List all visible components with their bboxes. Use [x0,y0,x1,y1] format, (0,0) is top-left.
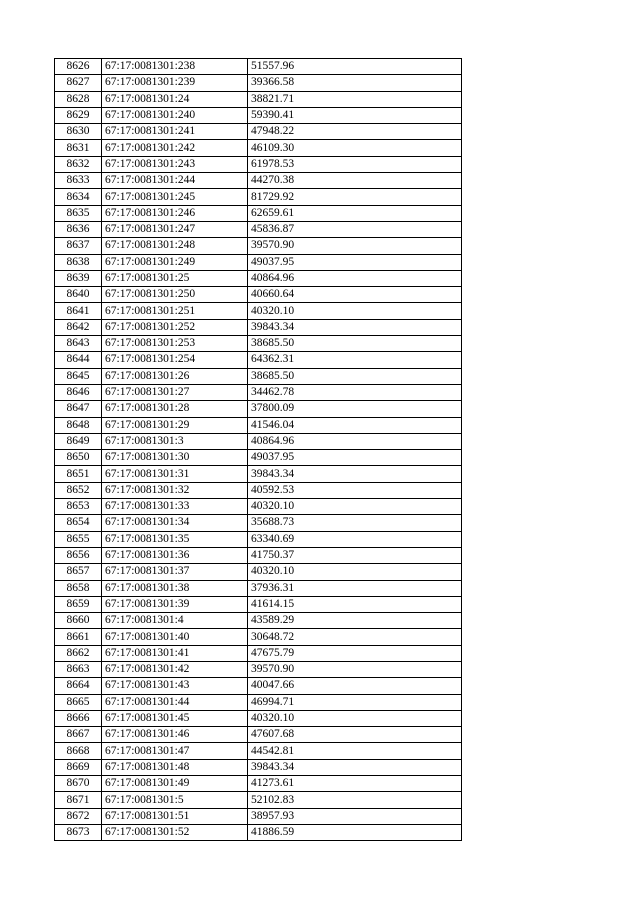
row-number-cell: 8635 [55,205,102,221]
cadastral-number-cell: 67:17:0081301:51 [102,808,248,824]
row-number-cell: 8662 [55,645,102,661]
value-cell: 40047.66 [248,678,462,694]
value-cell: 46109.30 [248,140,462,156]
row-number-cell: 8656 [55,547,102,563]
table-row [55,645,462,661]
cadastral-number-cell: 67:17:0081301:32 [102,482,248,498]
row-number-cell: 8638 [55,254,102,270]
row-number-cell: 8668 [55,743,102,759]
row-number-cell: 8671 [55,792,102,808]
table-row [55,124,462,140]
table-row [55,466,462,482]
row-number-cell: 8672 [55,808,102,824]
value-cell: 34462.78 [248,384,462,400]
cadastral-number-cell: 67:17:0081301:246 [102,205,248,221]
value-cell: 30648.72 [248,629,462,645]
row-number-cell: 8663 [55,661,102,677]
value-cell: 38957.93 [248,808,462,824]
row-number-cell: 8666 [55,710,102,726]
row-number-cell: 8626 [55,59,102,75]
value-cell: 39366.58 [248,75,462,91]
table-row [55,694,462,710]
row-number-cell: 8645 [55,368,102,384]
row-number-cell: 8652 [55,482,102,498]
table-row [55,596,462,612]
cadastral-number-cell: 67:17:0081301:247 [102,221,248,237]
row-number-cell: 8670 [55,776,102,792]
cadastral-number-cell: 67:17:0081301:48 [102,759,248,775]
table-row [55,499,462,515]
row-number-cell: 8646 [55,384,102,400]
row-number-cell: 8654 [55,515,102,531]
table-row [55,629,462,645]
value-cell: 40320.10 [248,303,462,319]
cadastral-number-cell: 67:17:0081301:27 [102,384,248,400]
cadastral-number-cell: 67:17:0081301:238 [102,59,248,75]
cadastral-number-cell: 67:17:0081301:35 [102,531,248,547]
value-cell: 47948.22 [248,124,462,140]
table-row [55,59,462,75]
value-cell: 45836.87 [248,221,462,237]
cadastral-number-cell: 67:17:0081301:244 [102,173,248,189]
value-cell: 51557.96 [248,59,462,75]
cadastral-number-cell: 67:17:0081301:46 [102,727,248,743]
row-number-cell: 8667 [55,727,102,743]
row-number-cell: 8658 [55,580,102,596]
table-row [55,515,462,531]
cadastral-number-cell: 67:17:0081301:254 [102,352,248,368]
cadastral-number-cell: 67:17:0081301:250 [102,287,248,303]
cadastral-number-cell: 67:17:0081301:252 [102,319,248,335]
row-number-cell: 8630 [55,124,102,140]
value-cell: 49037.95 [248,254,462,270]
table-row [55,808,462,824]
cadastral-number-cell: 67:17:0081301:3 [102,433,248,449]
table-row [55,417,462,433]
cadastral-number-cell: 67:17:0081301:30 [102,450,248,466]
value-cell: 41546.04 [248,417,462,433]
value-cell: 63340.69 [248,531,462,547]
cadastral-number-cell: 67:17:0081301:47 [102,743,248,759]
value-cell: 62659.61 [248,205,462,221]
cadastral-number-cell: 67:17:0081301:40 [102,629,248,645]
table-row [55,352,462,368]
row-number-cell: 8647 [55,401,102,417]
table-row [55,205,462,221]
row-number-cell: 8644 [55,352,102,368]
cadastral-number-cell: 67:17:0081301:241 [102,124,248,140]
cadastral-number-cell: 67:17:0081301:245 [102,189,248,205]
row-number-cell: 8643 [55,336,102,352]
cadastral-number-cell: 67:17:0081301:43 [102,678,248,694]
table-row [55,287,462,303]
table-row [55,776,462,792]
value-cell: 40660.64 [248,287,462,303]
value-cell: 64362.31 [248,352,462,368]
cadastral-number-cell: 67:17:0081301:243 [102,156,248,172]
cadastral-number-cell: 67:17:0081301:49 [102,776,248,792]
row-number-cell: 8659 [55,596,102,612]
table-row [55,303,462,319]
cadastral-number-cell: 67:17:0081301:34 [102,515,248,531]
value-cell: 38821.71 [248,91,462,107]
table-row [55,580,462,596]
value-cell: 46994.71 [248,694,462,710]
cadastral-number-cell: 67:17:0081301:38 [102,580,248,596]
cadastral-number-cell: 67:17:0081301:45 [102,710,248,726]
value-cell: 43589.29 [248,613,462,629]
row-number-cell: 8650 [55,450,102,466]
cadastral-number-cell: 67:17:0081301:240 [102,107,248,123]
table-row [55,189,462,205]
value-cell: 38685.50 [248,336,462,352]
value-cell: 37936.31 [248,580,462,596]
table-row [55,254,462,270]
row-number-cell: 8660 [55,613,102,629]
cadastral-number-cell: 67:17:0081301:39 [102,596,248,612]
row-number-cell: 8633 [55,173,102,189]
row-number-cell: 8632 [55,156,102,172]
table-row [55,140,462,156]
cadastral-number-cell: 67:17:0081301:31 [102,466,248,482]
value-cell: 41886.59 [248,824,462,840]
cadastral-value-table [54,58,462,841]
value-cell: 47607.68 [248,727,462,743]
cadastral-number-cell: 67:17:0081301:242 [102,140,248,156]
cadastral-number-cell: 67:17:0081301:24 [102,91,248,107]
table-row [55,336,462,352]
cadastral-number-cell: 67:17:0081301:5 [102,792,248,808]
table-row [55,678,462,694]
cadastral-number-cell: 67:17:0081301:251 [102,303,248,319]
table-row [55,547,462,563]
cadastral-number-cell: 67:17:0081301:4 [102,613,248,629]
value-cell: 39570.90 [248,661,462,677]
table-row [55,450,462,466]
table-row [55,156,462,172]
value-cell: 81729.92 [248,189,462,205]
cadastral-number-cell: 67:17:0081301:28 [102,401,248,417]
table-row [55,792,462,808]
table-row [55,759,462,775]
value-cell: 52102.83 [248,792,462,808]
value-cell: 49037.95 [248,450,462,466]
row-number-cell: 8657 [55,564,102,580]
value-cell: 40592.53 [248,482,462,498]
row-number-cell: 8655 [55,531,102,547]
cadastral-number-cell: 67:17:0081301:239 [102,75,248,91]
cadastral-number-cell: 67:17:0081301:33 [102,499,248,515]
table-row [55,173,462,189]
table-row [55,384,462,400]
value-cell: 59390.41 [248,107,462,123]
cadastral-number-cell: 67:17:0081301:42 [102,661,248,677]
value-cell: 41614.15 [248,596,462,612]
row-number-cell: 8665 [55,694,102,710]
row-number-cell: 8634 [55,189,102,205]
table-row [55,743,462,759]
cadastral-number-cell: 67:17:0081301:29 [102,417,248,433]
table-body [55,59,462,841]
cadastral-number-cell: 67:17:0081301:52 [102,824,248,840]
row-number-cell: 8651 [55,466,102,482]
row-number-cell: 8642 [55,319,102,335]
value-cell: 39843.34 [248,319,462,335]
table-row [55,368,462,384]
row-number-cell: 8641 [55,303,102,319]
table-row [55,824,462,840]
cadastral-number-cell: 67:17:0081301:249 [102,254,248,270]
table-row [55,319,462,335]
table-row [55,270,462,286]
value-cell: 61978.53 [248,156,462,172]
table-row [55,613,462,629]
row-number-cell: 8631 [55,140,102,156]
cadastral-number-cell: 67:17:0081301:248 [102,238,248,254]
value-cell: 39843.34 [248,466,462,482]
value-cell: 40864.96 [248,270,462,286]
table-row [55,433,462,449]
row-number-cell: 8627 [55,75,102,91]
table-row [55,727,462,743]
table-row [55,107,462,123]
row-number-cell: 8648 [55,417,102,433]
row-number-cell: 8653 [55,499,102,515]
table-row [55,401,462,417]
value-cell: 44270.38 [248,173,462,189]
value-cell: 35688.73 [248,515,462,531]
value-cell: 40320.10 [248,499,462,515]
value-cell: 40320.10 [248,710,462,726]
value-cell: 38685.50 [248,368,462,384]
cadastral-number-cell: 67:17:0081301:37 [102,564,248,580]
cadastral-number-cell: 67:17:0081301:44 [102,694,248,710]
row-number-cell: 8669 [55,759,102,775]
value-cell: 40864.96 [248,433,462,449]
row-number-cell: 8661 [55,629,102,645]
row-number-cell: 8649 [55,433,102,449]
table-row [55,238,462,254]
table-row [55,221,462,237]
value-cell: 41750.37 [248,547,462,563]
table-row [55,661,462,677]
value-cell: 39570.90 [248,238,462,254]
row-number-cell: 8664 [55,678,102,694]
table-row [55,531,462,547]
value-cell: 44542.81 [248,743,462,759]
row-number-cell: 8639 [55,270,102,286]
row-number-cell: 8636 [55,221,102,237]
table-row [55,710,462,726]
table-row [55,564,462,580]
value-cell: 47675.79 [248,645,462,661]
value-cell: 40320.10 [248,564,462,580]
cadastral-number-cell: 67:17:0081301:26 [102,368,248,384]
table-row [55,75,462,91]
row-number-cell: 8628 [55,91,102,107]
row-number-cell: 8673 [55,824,102,840]
cadastral-number-cell: 67:17:0081301:25 [102,270,248,286]
value-cell: 39843.34 [248,759,462,775]
value-cell: 37800.09 [248,401,462,417]
value-cell: 41273.61 [248,776,462,792]
cadastral-number-cell: 67:17:0081301:41 [102,645,248,661]
cadastral-number-cell: 67:17:0081301:36 [102,547,248,563]
cadastral-number-cell: 67:17:0081301:253 [102,336,248,352]
row-number-cell: 8640 [55,287,102,303]
row-number-cell: 8637 [55,238,102,254]
table-row [55,91,462,107]
table-row [55,482,462,498]
row-number-cell: 8629 [55,107,102,123]
